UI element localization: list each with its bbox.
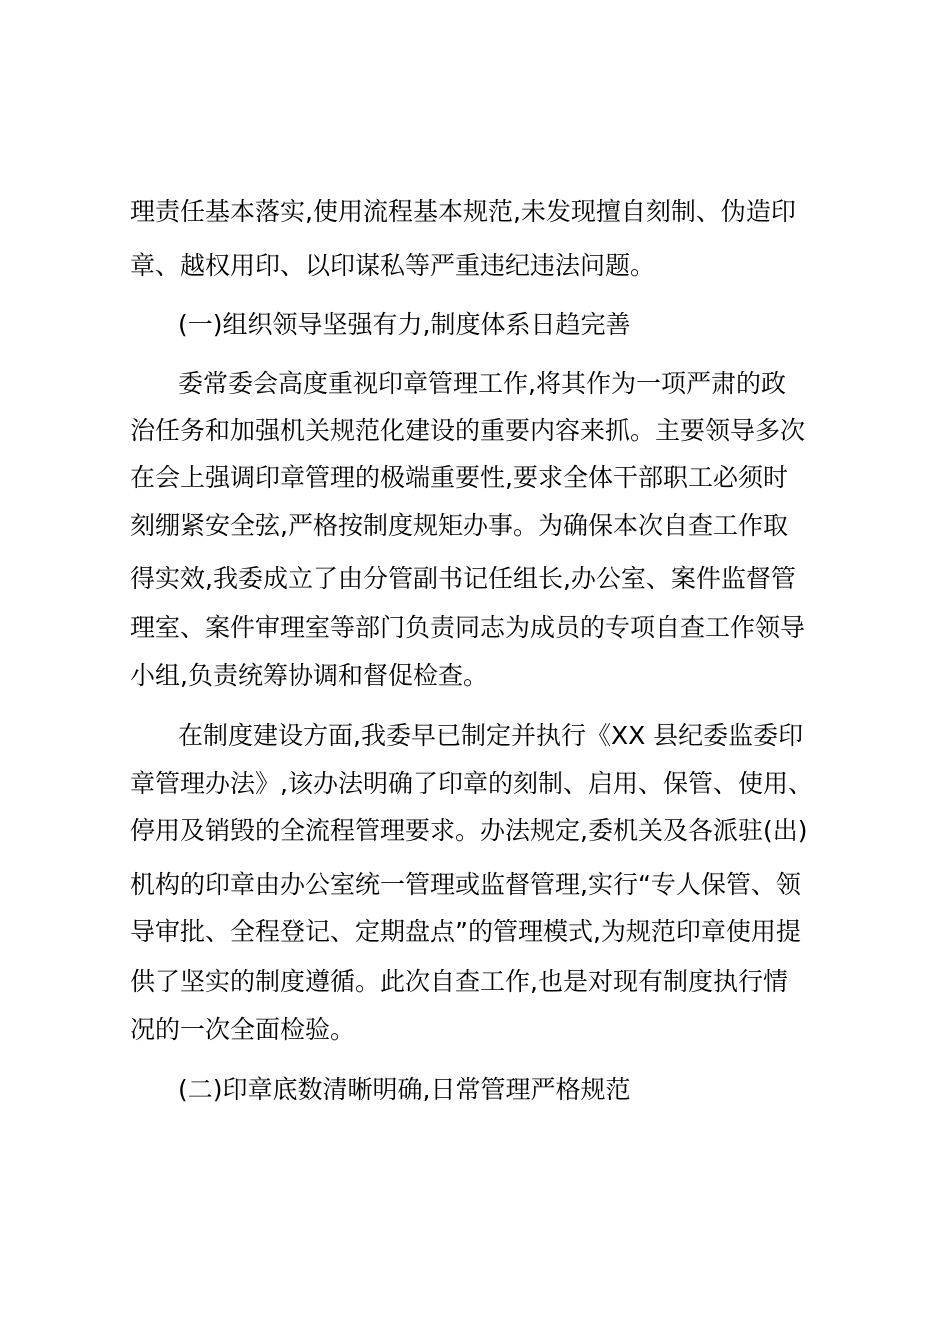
paragraph-line: 停用及销毁的全流程管理要求。办法规定,委机关及各派驻(出) bbox=[130, 816, 808, 845]
paragraph-line: 小组,负责统筹协调和督促检查。 bbox=[130, 661, 488, 690]
paragraph-line: 在制度建设方面,我委早已制定并执行《XX 县纪委监委印 bbox=[178, 721, 804, 750]
paragraph-line: 供了坚实的制度遵循。此次自查工作,也是对现有制度执行情 bbox=[130, 967, 788, 996]
paragraph-line: 刻绷紧安全弦,严格按制度规矩办事。为确保本次自查工作取 bbox=[130, 511, 788, 540]
paragraph-line: 治任务和加强机关规范化建设的重要内容来抓。主要领导多次 bbox=[130, 416, 806, 445]
paragraph-line: 况的一次全面检验。 bbox=[130, 1015, 356, 1044]
paragraph-line: 理责任基本落实,使用流程基本规范,未发现擅自刻制、伪造印 bbox=[130, 197, 796, 226]
paragraph-line: 理室、案件审理室等部门负责同志为成员的专项自查工作领导 bbox=[130, 613, 806, 642]
paragraph-line: 得实效,我委成立了由分管副书记任组长,办公室、案件监督管 bbox=[130, 564, 796, 593]
paragraph-line: 导审批、全程登记、定期盘点”的管理模式,为规范印章使用提 bbox=[130, 917, 801, 946]
paragraph-line: 章、越权用印、以印谋私等严重违纪违法问题。 bbox=[130, 251, 656, 280]
paragraph-line: 机构的印章由办公室统一管理或监督管理,实行“专人保管、领 bbox=[130, 870, 801, 899]
paragraph-line: 委常委会高度重视印章管理工作,将其作为一项严肃的政 bbox=[178, 369, 786, 398]
paragraph-line: 在会上强调印章管理的极端重要性,要求全体干部职工必须时 bbox=[130, 463, 788, 492]
section-heading-1: (一)组织领导坚强有力,制度体系日趋完善 bbox=[178, 310, 631, 339]
section-heading-2: (二)印章底数清晰明确,日常管理严格规范 bbox=[178, 1075, 631, 1104]
paragraph-line: 章管理办法》,该办法明确了印章的刻制、启用、保管、使用、 bbox=[130, 769, 813, 798]
